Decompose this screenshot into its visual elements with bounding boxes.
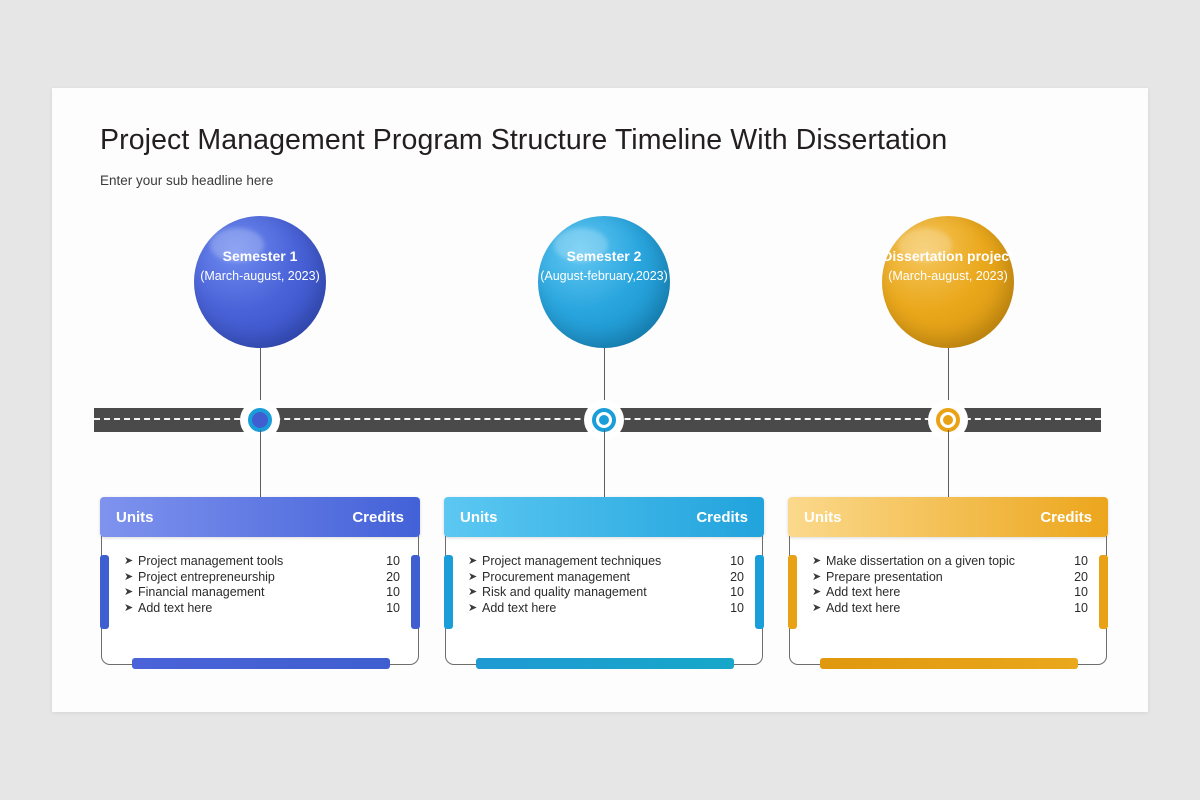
- table-row: [812, 554, 1088, 569]
- row-label: Project management tools: [138, 554, 284, 568]
- row-label: Add text here: [826, 600, 901, 615]
- card-tab-right: [755, 555, 764, 629]
- bullet-arrow-icon: ➤: [124, 570, 134, 583]
- timeline-column-3: [788, 88, 1108, 712]
- timeline-column-2: [444, 88, 764, 712]
- bullet-arrow-icon: ➤: [468, 601, 478, 614]
- row-credit: 10: [730, 600, 744, 615]
- table-row: [812, 601, 1088, 616]
- card-tab-left: [444, 555, 453, 629]
- node-core: [596, 412, 612, 428]
- card-rows: [468, 554, 744, 616]
- row-credit: 10: [386, 585, 400, 599]
- card-header: [444, 497, 764, 537]
- row-label: Add text here: [482, 600, 557, 615]
- bubble-title: Semester 1: [222, 248, 298, 264]
- card-footer-bar: [820, 658, 1078, 669]
- row-credit: 20: [1074, 569, 1088, 584]
- table-row: [468, 554, 744, 569]
- card-header-credits: Credits: [696, 508, 748, 526]
- slide-canvas: [52, 88, 1148, 712]
- table-row: [124, 554, 400, 569]
- row-label: Project management techniques: [482, 554, 662, 568]
- row-label: Risk and quality management: [482, 585, 647, 599]
- page-subtitle: Enter your sub headline here: [100, 173, 274, 188]
- card-footer-bar: [476, 658, 734, 669]
- card-header: [788, 497, 1108, 537]
- row-credit: 10: [1074, 600, 1088, 615]
- card-header-units: Units: [116, 508, 154, 526]
- table-row: [812, 585, 1088, 600]
- card-header: [100, 497, 420, 537]
- row-credit: 10: [386, 554, 400, 568]
- bubble-subtitle: (March-august, 2023): [200, 269, 320, 283]
- row-credit: 10: [730, 585, 744, 599]
- bubble-subtitle: (August-february,2023): [540, 269, 668, 283]
- table-row: [812, 570, 1088, 585]
- page-title: Project Management Program Structure Timeline With Dissertation: [100, 124, 948, 156]
- bubble-title: Dissertation project: [882, 248, 1014, 264]
- row-label: Add text here: [138, 600, 213, 615]
- table-row: [468, 585, 744, 600]
- connector-line-down: [948, 430, 949, 498]
- info-card-1: [101, 500, 419, 665]
- row-label: Make dissertation on a given topic: [826, 554, 1015, 568]
- milestone-bubble-1[interactable]: [194, 216, 326, 348]
- row-label: Financial management: [138, 585, 265, 599]
- card-header-units: Units: [460, 508, 498, 526]
- row-label: Procurement management: [482, 569, 630, 584]
- table-row: [468, 601, 744, 616]
- card-header-credits: Credits: [352, 508, 404, 526]
- node-core: [252, 412, 268, 428]
- row-credit: 10: [1074, 554, 1088, 568]
- bullet-arrow-icon: ➤: [124, 586, 134, 598]
- card-header-units: Units: [804, 508, 842, 526]
- connector-line-down: [260, 430, 261, 498]
- card-header-credits: Credits: [1040, 508, 1092, 526]
- row-credit: 20: [730, 569, 744, 584]
- bullet-arrow-icon: ➤: [812, 555, 822, 567]
- row-credit: 10: [730, 554, 744, 568]
- bubble-title: Semester 2: [566, 248, 642, 264]
- bullet-arrow-icon: ➤: [124, 555, 134, 567]
- info-card-2: [445, 500, 763, 665]
- bullet-arrow-icon: ➤: [468, 586, 478, 598]
- card-rows: [124, 554, 400, 616]
- row-label: Project entrepreneurship: [138, 569, 275, 584]
- row-label: Prepare presentation: [826, 569, 943, 584]
- bubble-subtitle: (March-august, 2023): [888, 269, 1008, 283]
- card-tab-left: [788, 555, 797, 629]
- milestone-bubble-3[interactable]: [882, 216, 1014, 348]
- bullet-arrow-icon: ➤: [812, 586, 822, 598]
- bullet-arrow-icon: ➤: [468, 555, 478, 567]
- node-core: [940, 412, 956, 428]
- table-row: [124, 585, 400, 600]
- card-tab-right: [1099, 555, 1108, 629]
- bullet-arrow-icon: ➤: [812, 601, 822, 614]
- row-credit: 10: [386, 600, 400, 615]
- table-row: [468, 570, 744, 585]
- connector-line-down: [604, 430, 605, 498]
- row-credit: 20: [386, 569, 400, 584]
- row-credit: 10: [1074, 585, 1088, 599]
- bullet-arrow-icon: ➤: [812, 570, 822, 583]
- bullet-arrow-icon: ➤: [468, 570, 478, 583]
- timeline-column-1: [100, 88, 420, 712]
- milestone-bubble-2[interactable]: [538, 216, 670, 348]
- bullet-arrow-icon: ➤: [124, 601, 134, 614]
- card-tab-right: [411, 555, 420, 629]
- card-rows: [812, 554, 1088, 616]
- card-footer-bar: [132, 658, 390, 669]
- table-row: [124, 570, 400, 585]
- row-label: Add text here: [826, 585, 901, 599]
- card-tab-left: [100, 555, 109, 629]
- table-row: [124, 601, 400, 616]
- info-card-3: [789, 500, 1107, 665]
